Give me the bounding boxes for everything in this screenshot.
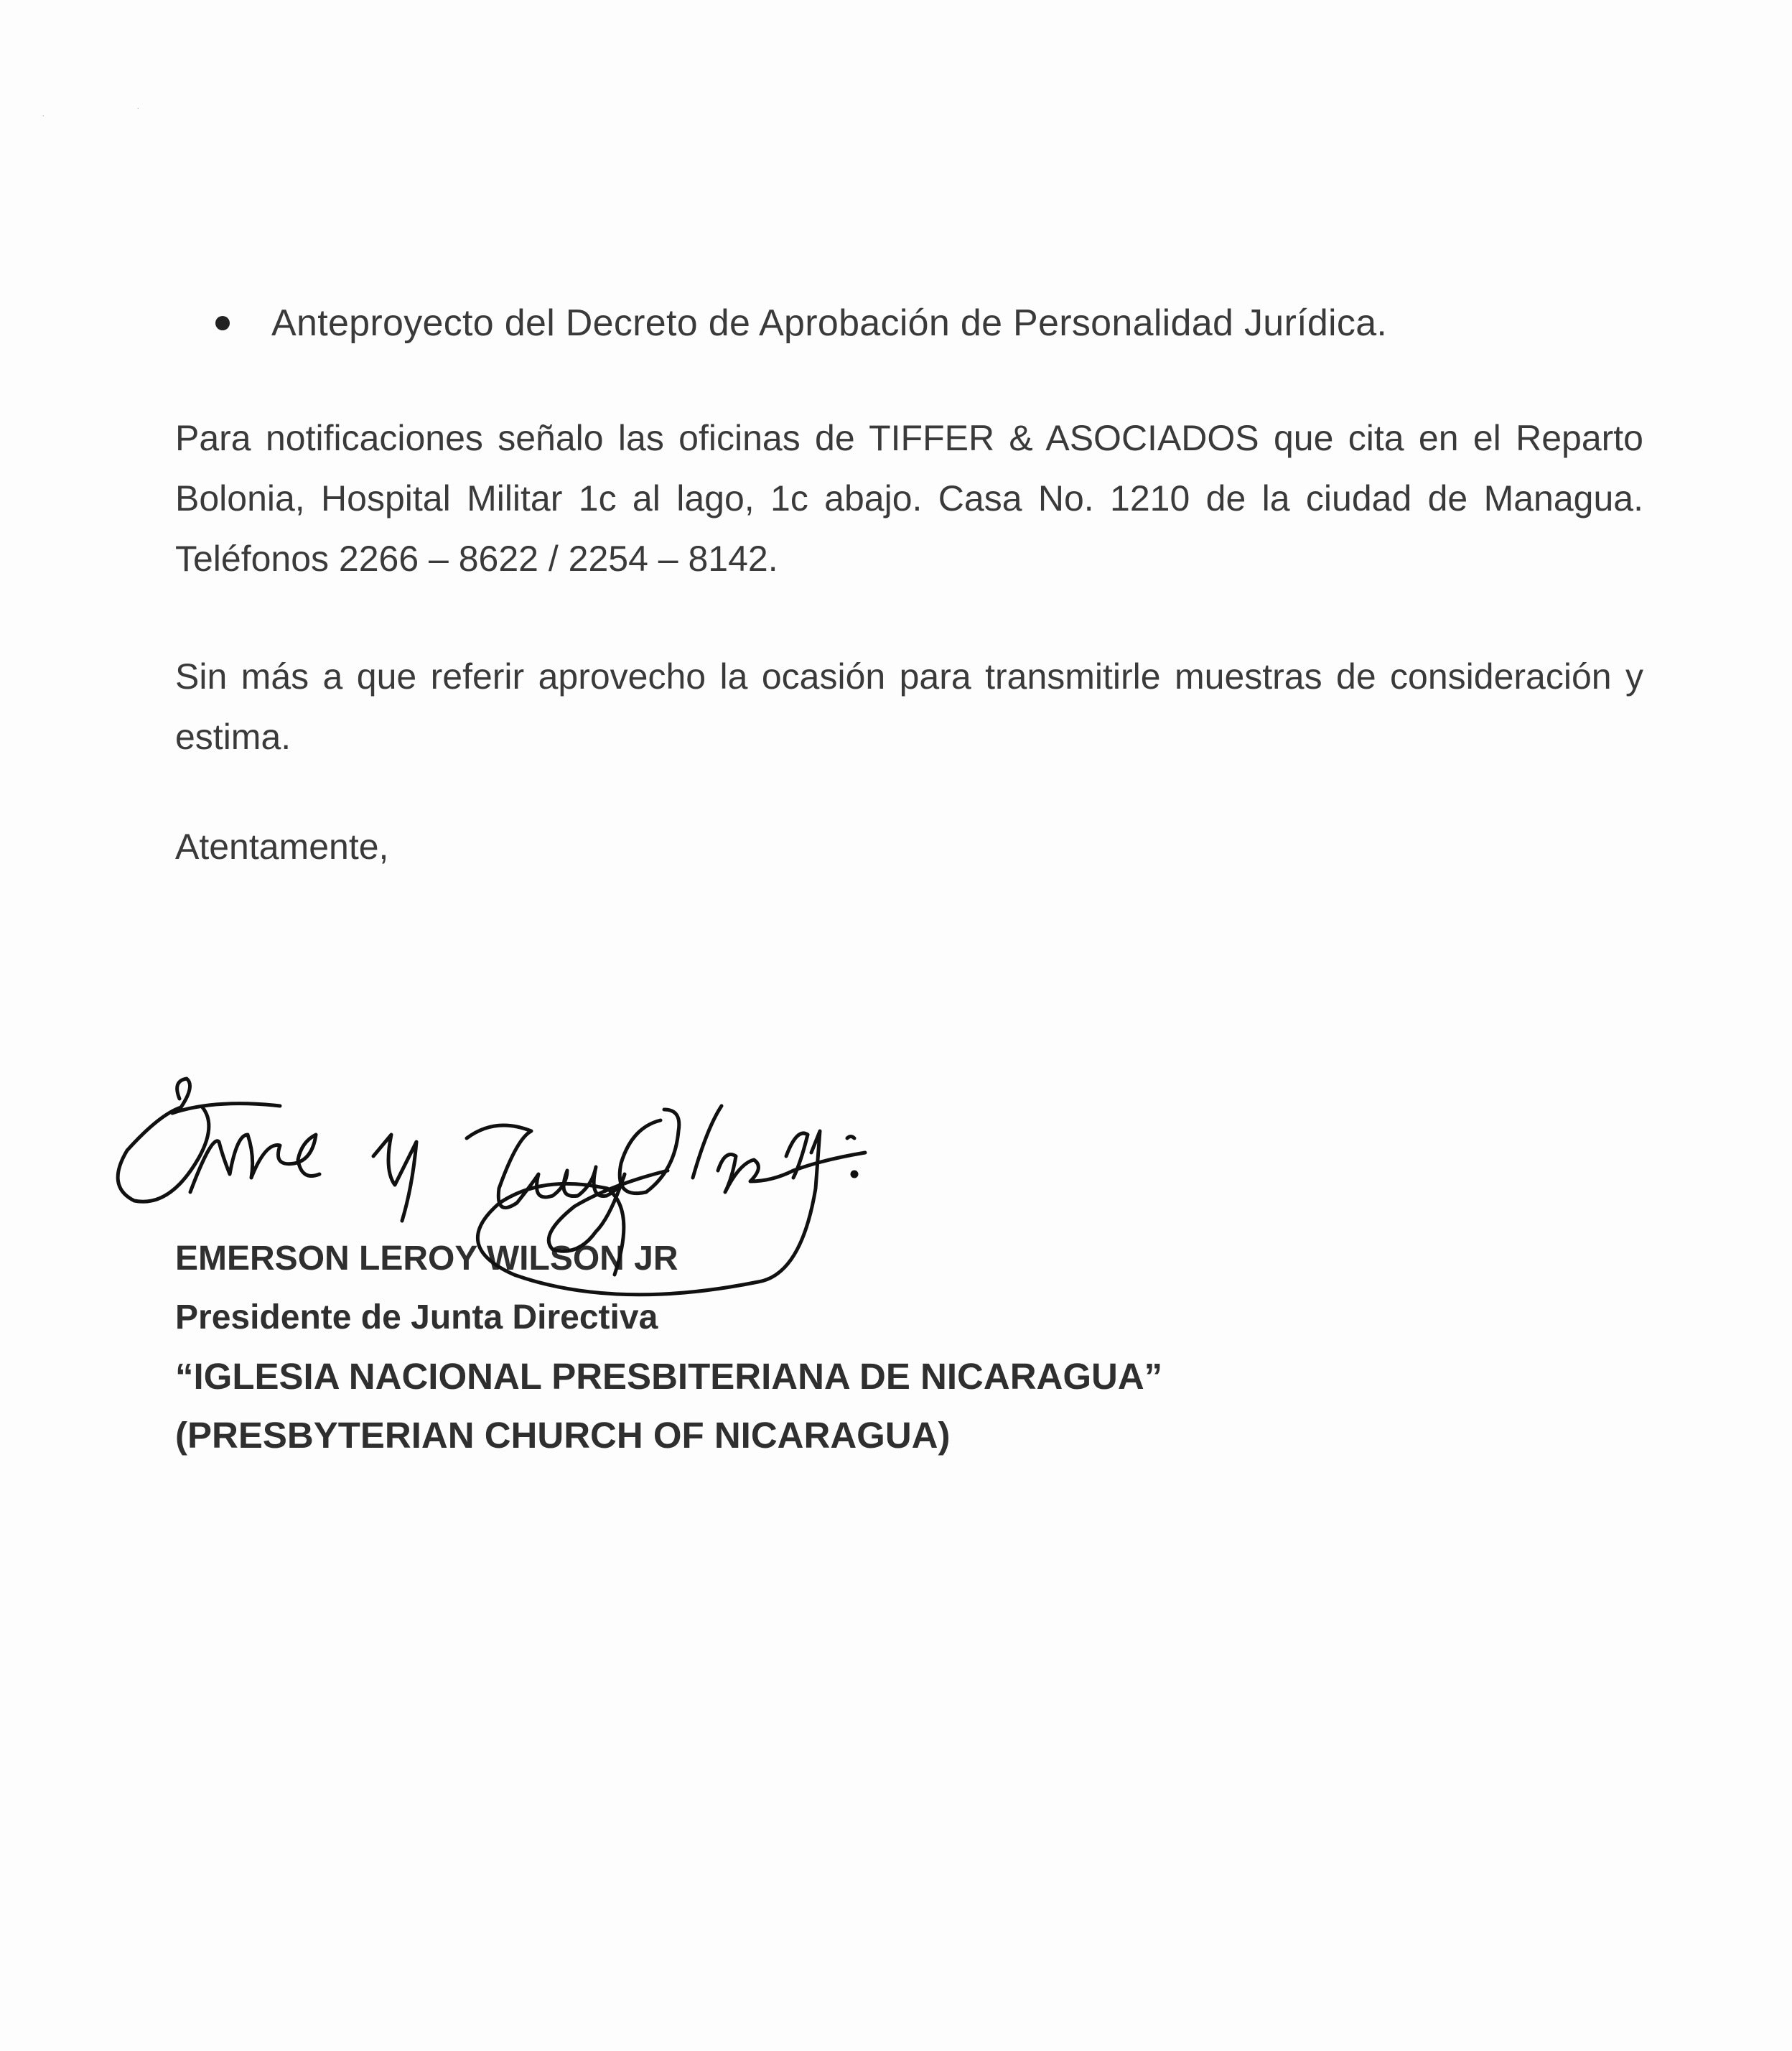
scan-speck: · — [136, 102, 140, 113]
organization-name-english: (PRESBYTERIAN CHURCH OF NICARAGUA) — [175, 1415, 951, 1456]
signatory-name: EMERSON LEROY WILSON JR — [175, 1240, 678, 1278]
organization-name: “IGLESIA NACIONAL PRESBITERIANA DE NICARAGUA” — [175, 1356, 1163, 1397]
handwritten-signature — [93, 1070, 897, 1372]
courtesy-paragraph: Sin más a que referir aprovecho la ocasión para transmitirle muestras de consideración y estima. — [175, 656, 1643, 757]
bullet-icon — [215, 316, 230, 330]
scan-speck: · — [42, 109, 45, 121]
bullet-list-item — [215, 302, 1508, 345]
notifications-paragraph: Para notificaciones señalo las oficinas de TIFFER & ASOCIADOS que cita en el Reparto Bolonia, Hospital Militar 1c al lago, 1c abajo. Casa No. 1210 de la ciudad de Managua. Teléfonos 2266 – 8622 / 2254 – 8142. — [175, 418, 1643, 579]
bullet-text: Anteproyecto del Decreto de Aprobación de Personalidad Jurídica. — [271, 302, 1388, 344]
closing-salutation: Atentamente, — [175, 827, 389, 867]
signatory-title: Presidente de Junta Directiva — [175, 1298, 658, 1336]
